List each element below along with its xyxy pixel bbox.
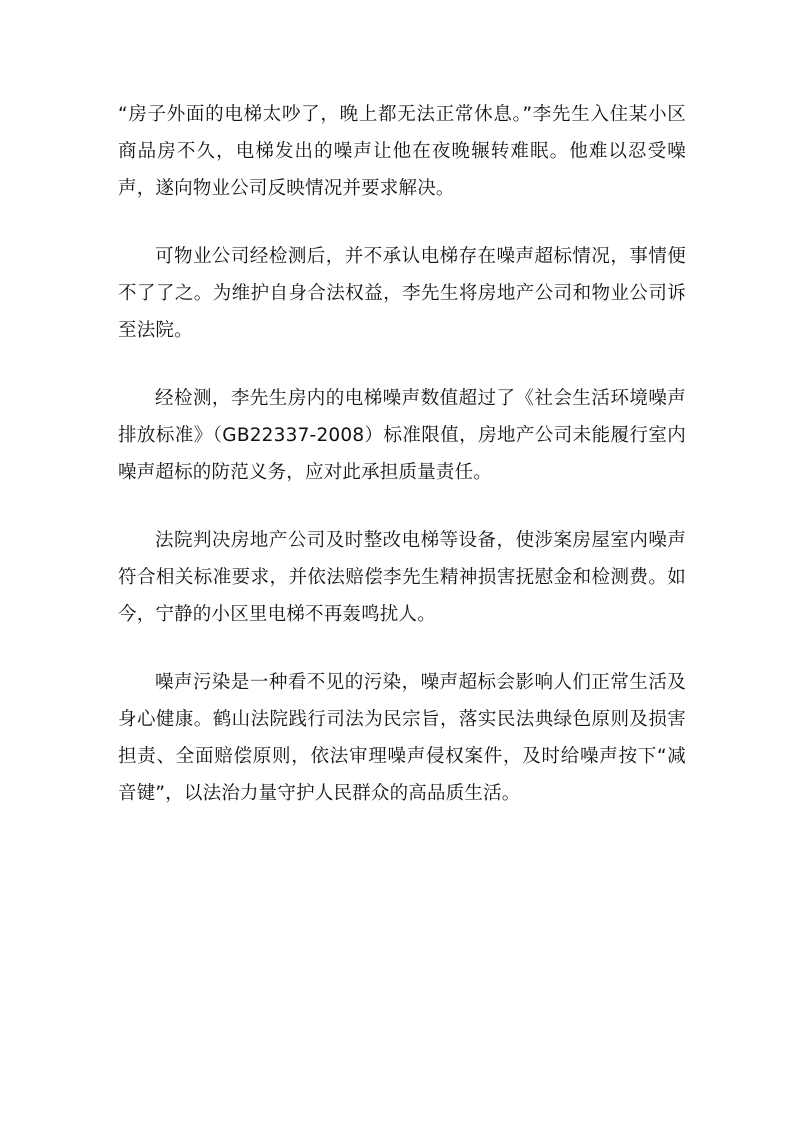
- paragraph-5: 噪声污染是一种看不见的污染，噪声超标会影响人们正常生活及身心健康。鹤山法院践行司法为民宗旨，落实民法典绿色原则及损害担责、全面赔偿原则，依法审理噪声侵权案件，及时给噪声按下“减音键”，以法治力量守护人民群众的高品质生活。: [118, 672, 686, 804]
- paragraph-2: 可物业公司经检测后，并不承认电梯存在噪声超标情况，事情便不了了之。为维护自身合法权益，李先生将房地产公司和物业公司诉至法院。: [118, 246, 686, 341]
- paragraph-1: “房子外面的电梯太吵了，晚上都无法正常休息。”李先生入住某小区商品房不久，电梯发出的噪声让他在夜晚辗转难眠。他难以忍受噪声，遂向物业公司反映情况并要求解决。: [118, 104, 686, 199]
- document-body: [118, 96, 686, 843]
- paragraph-4: 法院判决房地产公司及时整改电梯等设备，使涉案房屋室内噪声符合相关标准要求，并依法赔偿李先生精神损害抚慰金和检测费。如今，宁静的小区里电梯不再轰鸣扰人。: [118, 530, 686, 625]
- paragraph-3: 经检测，李先生房内的电梯噪声数值超过了《社会生活环境噪声排放标准》（GB22337-2008）标准限值，房地产公司未能履行室内噪声超标的防范义务，应对此承担质量责任。: [118, 388, 686, 483]
